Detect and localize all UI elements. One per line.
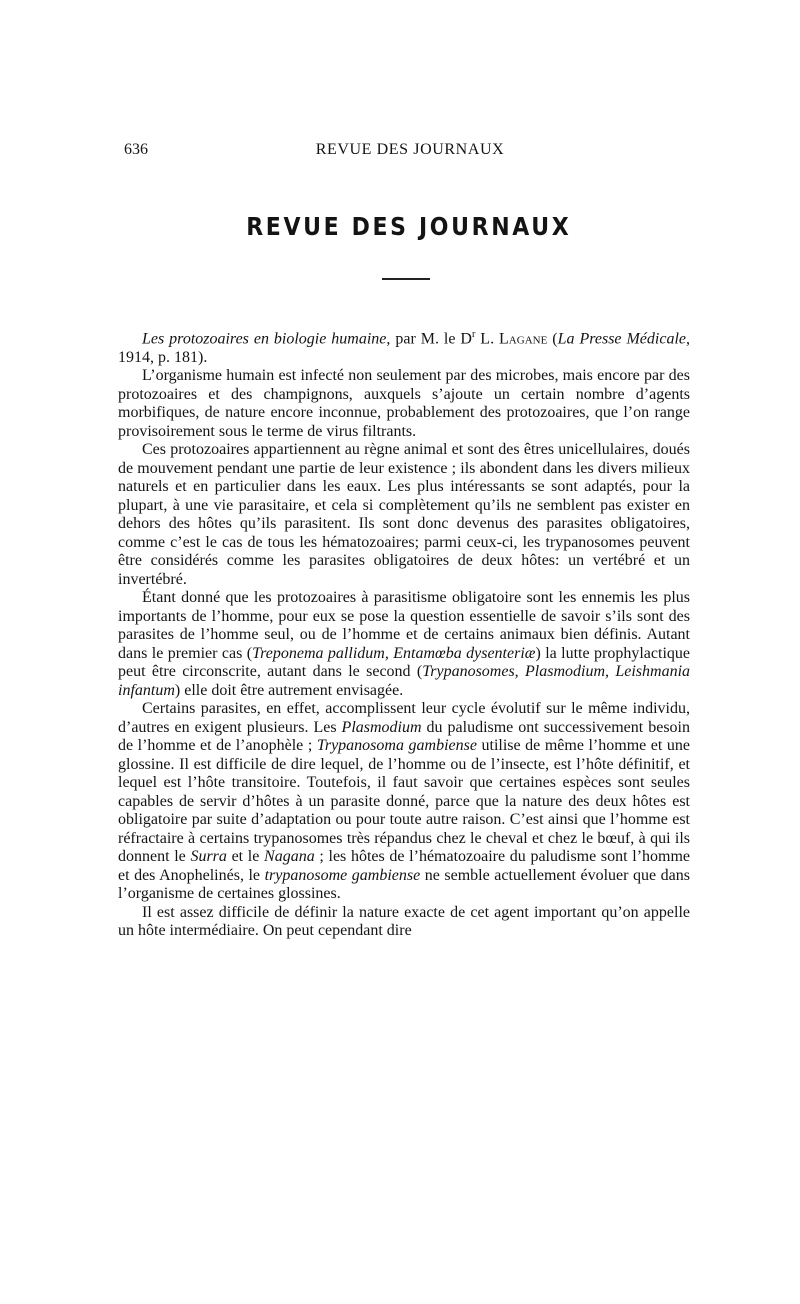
journal-name: La Presse Médicale (557, 330, 687, 348)
running-header: REVUE DES JOURNAUX (315, 141, 505, 158)
author-prefix: , par M. le D (386, 330, 472, 348)
p4-text-5: ; les hôtes de l’hématozoaire du paludisme sont l’homme et des Anophelinés, le (118, 848, 691, 884)
author-name: Lagane (499, 330, 548, 348)
source-open: ( (547, 330, 558, 348)
author-prefix-sup: r (472, 329, 476, 340)
source-details: , 1914, p. 181). (118, 330, 691, 366)
p4-text-2: du paludisme ont successivement besoin de l’homme et de l’anophèle ; (118, 718, 690, 755)
p4-italic-5: trypanosome gambiense (264, 866, 421, 884)
citation-paragraph (118, 326, 690, 367)
p4-italic-4: Nagana (264, 848, 315, 866)
p4-text-3: utilise de même l’homme et une glossine. Il est difficile de dire lequel, de l’homme ou de l’insecte, est l’hôte définitif, et lequel est l’hôte transitoire. Toutefois, il faut savoir que certaines espèces sont seules capables de servir d’hôtes à un parasite donné, parce que la nature des deux hôtes est obligatoire par suite d’adaptation ou pour toute autre raison. C’est ainsi que l’homme est réfractaire à certains trypanosomes très répandus chez le cheval et chez le bœuf, à qui ils donnent le (118, 737, 691, 866)
paragraph-5: Il est assez difficile de définir la nature exacte de cet agent important qu’on appelle un hôte intermédiaire. On peut cependant dire (118, 903, 690, 940)
p4-text-1: Certains parasites, en effet, accomplissent leur cycle évolutif sur le même individu, d’autres en exigent plusieurs. Les (118, 700, 690, 736)
p3-text-1: Étant donné que les protozoaires à parasitisme obligatoire sont les ennemis les plus importants de l’homme, pour eux se pose la question essentielle de savoir s’ils sont des parasites de l’homme seul, ou de l’homme et de certains animaux bien définis. Autant dans le premier cas ( (118, 589, 690, 662)
p4-text-4: et le (226, 848, 265, 866)
p4-italic-1: Plasmodium (341, 718, 422, 736)
paragraph-3 (118, 589, 690, 700)
p4-text-6: ne semble actuellement évoluer que dans l’organisme de certaines glossines. (118, 866, 690, 903)
paragraph-1: L’organisme humain est infecté non seulement par des microbes, mais encore par des protozoaires et des champignons, auxquels s’ajoute un certain nombre d’agents morbifiques, de nature encore inconnue, probablement des protozoaires, que l’on range provisoirement sous le terme de virus filtrants. (118, 367, 690, 440)
paragraph-2: Ces protozoaires appartiennent au règne animal et sont des êtres unicellulaires, doués de mouvement pendant une partie de leur existence ; ils abondent dans les divers milieux naturels et en particulier dans les eaux. Les plus intéressants se sont adaptés, pour la plupart, à une vie parasitaire, et cela si complètement qu’ils ne semblent pas exister en dehors des hôtes qu’ils parasitent. Ils sont donc devenus des parasites obligatoires, comme c’est le cas de tous les hématozoaires; parmi ceux-ci, les trypanosomes peuvent être considérés comme les parasites obligatoires de deux hôtes: un vertébré et un invertébré. (118, 441, 690, 588)
paragraph-4 (118, 700, 690, 904)
article-title: Les protozoaires en biologie humaine (142, 330, 387, 348)
p4-italic-2: Trypanosoma gambiense (316, 737, 477, 755)
title-rule-divider (382, 278, 430, 280)
article-body (118, 326, 690, 941)
p3-italic-2: Trypanosomes, Plasmodium, Leishmania infantum (118, 663, 691, 699)
page-number: 636 (124, 141, 148, 158)
section-title: REVUE DES JOURNAUX (246, 212, 572, 241)
p3-text-2: ) la lutte prophylactique peut être circonscrite, autant dans le second ( (118, 644, 690, 681)
p3-text-3: ) elle doit être autrement envisagée. (174, 681, 404, 699)
p3-italic-1: Treponema pallidum, Entamœba dysenteriæ (252, 644, 536, 662)
p4-italic-3: Surra (190, 848, 227, 866)
author-initial: L. (475, 330, 500, 348)
